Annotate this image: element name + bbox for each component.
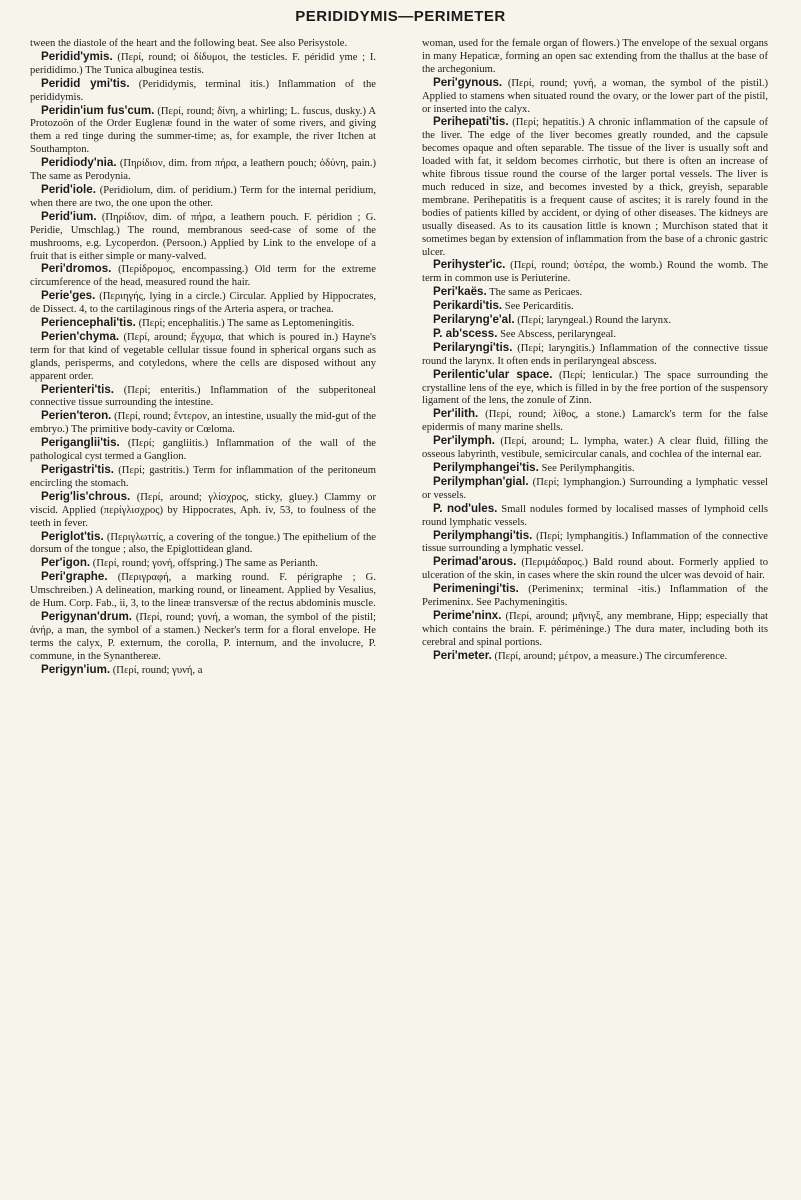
entry-headword: Perigastri'tis. bbox=[41, 463, 114, 476]
dictionary-entry bbox=[422, 77, 768, 117]
entry-headword: Per'ilymph. bbox=[433, 434, 496, 448]
dictionary-entry bbox=[422, 286, 768, 300]
dictionary-entry bbox=[30, 290, 376, 317]
entry-definition: (Περί; lymphangion.) Surrounding a lymphatic vessel or vessels. bbox=[422, 476, 768, 501]
dictionary-entry bbox=[422, 556, 768, 583]
entry-definition: Small nodules formed by localised masses of lymphoid cells round lymphatic vessels. bbox=[422, 503, 768, 528]
dictionary-entry bbox=[422, 408, 768, 435]
entry-headword: Perihyster'ic. bbox=[433, 258, 506, 272]
entry-headword: Perilaryng'e'al. bbox=[433, 313, 515, 327]
entry-headword: Peridin'ium fus'cum. bbox=[41, 103, 155, 117]
entry-definition: (Περί, around; γλίσχρος, sticky, gluey.) Clammy or viscid. Applied (περίγλισχρος) by Hippocrates, Aph. iv, 53, to foulness of the teeth in fever. bbox=[30, 491, 376, 529]
entry-definition: (Περί; laryngitis.) Inflammation of the connective tissue round the larynx. It often ends in perilaryngeal abscess. bbox=[422, 342, 768, 367]
entry-headword: Peridid ymi'tis. bbox=[41, 76, 130, 90]
dictionary-entry bbox=[30, 211, 376, 264]
entry-headword: Periencephali'tis. bbox=[41, 316, 136, 330]
entry-definition: (Περί, round; γυνή, a bbox=[112, 664, 203, 676]
dictionary-entry bbox=[30, 410, 376, 437]
dictionary-entry bbox=[422, 328, 768, 342]
dictionary-entry bbox=[30, 571, 376, 611]
entry-definition: See Abscess, perilaryngeal. bbox=[500, 328, 616, 340]
left-column bbox=[30, 38, 376, 678]
dictionary-entry bbox=[422, 503, 768, 530]
entry-definition: (Περί, round; λίθος, a stone.) Lamarck's term for the false epidermis of many marine shells. bbox=[422, 409, 768, 434]
dictionary-entry bbox=[422, 530, 768, 557]
dictionary-entry bbox=[422, 650, 768, 664]
entry-definition: (Περί, round; γυνή, a woman, the symbol of the pistil.) Applied to stamens when situated round the ovary, or the lower part of the pistil, or inserted into the calyx. bbox=[422, 77, 769, 115]
entry-headword: Peri'meter. bbox=[433, 648, 492, 662]
entry-headword: Perid'iole. bbox=[41, 182, 96, 196]
entry-headword: Perilymphangei'tis. bbox=[433, 461, 539, 474]
dictionary-entry bbox=[30, 51, 376, 78]
entry-definition: (Peridiolum, dim. of peridium.) Term for the internal peridium, when there are two, the one upon the other. bbox=[30, 184, 376, 209]
entry-definition: (Περί; laryngeal.) Round the larynx. bbox=[517, 315, 672, 327]
dictionary-entry bbox=[422, 369, 768, 409]
dictionary-entry bbox=[422, 462, 768, 476]
entry-definition: (Περί; gangliitis.) Inflammation of the wall of the pathological cyst termed a Ganglion. bbox=[30, 438, 376, 463]
entry-headword: Periglot'tis. bbox=[41, 529, 104, 543]
dictionary-entry bbox=[30, 384, 376, 411]
entry-definition: (Περί, around; μῆνιγξ, any membrane, Hipp; especially that which contains the brain. F. périméninge.) The dura mater, including both its cerebral and spinal portions. bbox=[422, 610, 768, 648]
entry-headword: Peridiody'nia. bbox=[41, 156, 117, 170]
dictionary-entry bbox=[30, 78, 376, 105]
entry-definition: (Περί, round; γονή, offspring.) The same as Perianth. bbox=[92, 558, 319, 570]
dictionary-entry bbox=[30, 557, 376, 571]
entry-definition: (Περί, round; οἱ δίδυμοι, the testicles. F. péridid yme ; I. perididimo.) The Tunica albuginea testis. bbox=[30, 51, 377, 76]
dictionary-entry bbox=[422, 342, 768, 369]
entry-definition: (Περί, round; δίνη, a whirling; L. fuscus, dusky.) A Protozoön of the Order Euglenæ found in the water of some rivers, and giving them a red tinge during the summer-time; as, for example, the river Itchen at Southampton. bbox=[30, 105, 376, 156]
dictionary-entry bbox=[422, 583, 768, 610]
entry-definition: (Περίδρομος, encompassing.) Old term for the extreme circumference of the head, measured round the hair. bbox=[30, 264, 376, 289]
dictionary-entry bbox=[422, 314, 768, 328]
entry-headword: Perie'ges. bbox=[41, 289, 96, 303]
dictionary-entry bbox=[30, 531, 376, 558]
entry-headword: Peri'graphe. bbox=[41, 570, 108, 584]
dictionary-entry bbox=[30, 105, 376, 158]
entry-headword: Peri'kaës. bbox=[433, 285, 487, 299]
right-column bbox=[422, 38, 768, 664]
entry-definition: (Περί; hepatitis.) A chronic inflammation of the capsule of the liver. The edge of the liver becomes greatly rounded, and the capsule becomes opaque and often separable. The tissue of the liver is usually soft and loaded with fat, it seldom becomes cirrhotic, but there is often an increase of white fibrous tissue round the course of the larger portal vessels. The liver is much reduced in size, and becomes invested by a thick, greyish, separable membrane. Perihepatitis is a frequent cause of ascites; it is rarely found in the bodies of patients killed by accident, or dying of other diseases. The kidneys are usually diseased. As to its causation little is known ; Murchison stated that it sometimes began by extension of inflammation from the base of a chronic gastric ulcer. bbox=[422, 117, 768, 258]
page-header: PERIDIDYMIS—PERIMETER bbox=[295, 8, 506, 25]
dictionary-entry bbox=[422, 259, 768, 286]
dictionary-entry bbox=[422, 476, 768, 503]
entry-headword: Perimeningi'tis. bbox=[433, 582, 519, 596]
entry-definition: (Πηρίδιον, dim. from πήρα, a leathern pouch; ὀδύνη, pain.) The same as Perodynia. bbox=[30, 158, 376, 183]
entry-headword: Peri'dromos. bbox=[41, 262, 112, 276]
entry-headword: Per'ilith. bbox=[433, 407, 479, 421]
entry-headword: Perihepati'tis. bbox=[433, 115, 509, 129]
dictionary-entry bbox=[422, 300, 768, 314]
entry-headword: Perid'ium. bbox=[41, 209, 97, 223]
entry-definition: (Περί, around; μέτρον, a measure.) The circumference. bbox=[494, 650, 728, 662]
dictionary-entry bbox=[422, 435, 768, 462]
entry-definition: (Περί, around; ἔγχυμα, that which is poured in.) Hayne's term for that kind of vegetable cellular tissue found in spherical organs such as glands, perisperms, and cotyledons, where the cells are disposed without any apparent order. bbox=[30, 331, 376, 382]
entry-headword: Perikardi'tis. bbox=[433, 299, 503, 313]
entry-headword: P. ab'scess. bbox=[433, 326, 498, 340]
entry-definition: The same as Pericaes. bbox=[489, 287, 583, 299]
entry-headword: Perilaryngi'tis. bbox=[433, 340, 513, 354]
entry-definition: (Περί, around; L. lympha, water.) A clear fluid, filling the osseous labyrinth, vestibule, semicircular canals, and cochlea of the internal ear. bbox=[422, 436, 768, 461]
entry-definition: See Perilymphangitis. bbox=[541, 463, 635, 474]
entry-definition: (Περιηγής, lying in a circle.) Circular. Applied by Hippocrates, de Dissect. 4, to the cartilaginous rings of the Arteria aspera, or trachea. bbox=[30, 291, 376, 316]
dictionary-entry bbox=[422, 610, 768, 650]
entry-headword: Perien'teron. bbox=[41, 409, 112, 423]
entry-headword: P. nod'ules. bbox=[433, 501, 498, 515]
entry-headword: Peridid'ymis. bbox=[41, 49, 113, 63]
entry-headword: Perien'chyma. bbox=[41, 329, 120, 343]
entry-definition: (Περιμάδαρος.) Bald round about. Formerly applied to ulceration of the skin, in cases where the skin round the ulcer was devoid of hair. bbox=[422, 557, 768, 582]
dictionary-entry bbox=[422, 38, 768, 77]
entry-definition: (Περί, round; γυνή, a woman, the symbol of the pistil; ἀνήρ, a man, the symbol of a stamen.) Necker's term for a floral envelope. He terms the calyx, P. externum, the corolla, P. internum, and the involucre, P. commune, in the Synanthereæ. bbox=[30, 611, 376, 662]
entry-definition: (Περί; gastritis.) Term for inflammation of the peritoneum encircling the stomach. bbox=[30, 465, 376, 489]
entry-definition: (Περί; lymphangitis.) Inflammation of the connective tissue surrounding a lymphatic vessel. bbox=[422, 530, 768, 555]
entry-definition: (Perididymis, terminal itis.) Inflammation of the perididymis. bbox=[30, 78, 376, 103]
dictionary-entry bbox=[30, 464, 376, 491]
dictionary-entry bbox=[30, 317, 376, 331]
entry-headword: Perilymphan'gial. bbox=[433, 474, 529, 488]
entry-definition: tween the diastole of the heart and the following beat. See also Perisystole. bbox=[30, 38, 348, 49]
entry-definition: (Πηρίδιον, dim. of πήρα, a leathern pouch. F. péridion ; G. Peridie, Umschlag.) The round, membranous seed-case of some of the mushrooms, e.g. Lycoperdon. (Persoon.) Applied by Link to the envelope of a fruit that is either simple or many-valved. bbox=[30, 211, 376, 262]
entry-definition: (Περί; encephalitis.) The same as Leptomeningitis. bbox=[138, 318, 355, 330]
entry-headword: Perienteri'tis. bbox=[41, 382, 114, 396]
entry-definition: (Περί; enteritis.) Inflammation of the subperitoneal connective tissue surrounding the intestine. bbox=[30, 384, 376, 409]
dictionary-entry bbox=[30, 263, 376, 290]
dictionary-entry bbox=[30, 331, 376, 384]
entry-headword: Perimad'arous. bbox=[433, 555, 517, 569]
entry-definition: (Perimeninx; terminal -itis.) Inflammation of the Perimeninx. See Pachymeningitis. bbox=[422, 584, 768, 609]
entry-definition: (Περί, round; ἔντερον, an intestine, usually the mid-gut of the embryo.) The primitive body-cavity or Cœloma. bbox=[30, 411, 376, 436]
dictionary-entry bbox=[30, 184, 376, 211]
entry-headword: Perig'lis'chrous. bbox=[41, 489, 131, 503]
entry-definition: (Περιγραφή, a marking round. F. périgraphe ; G. Umschreiben.) A delineation, marking round, or lineament. Applied by Vesalius, de Hum. Corp. Fab., ii, 3, to the lineæ transversæ of the rectus abdominis muscle. bbox=[30, 572, 376, 610]
entry-definition: woman, used for the female organ of flowers.) The envelope of the sexual organs in many Hepaticæ, forming an open sac extending from the thallus at the base of the archegonium. bbox=[422, 38, 768, 75]
entry-headword: Periganglii'tis. bbox=[41, 436, 120, 450]
entry-headword: Perime'ninx. bbox=[433, 608, 502, 622]
entry-headword: Per'igon. bbox=[41, 556, 91, 570]
entry-definition: (Περί, round; ὑστέρα, the womb.) Round the womb. The term in common use is Periuterine. bbox=[422, 260, 768, 285]
entry-definition: See Pericarditis. bbox=[504, 301, 574, 313]
dictionary-entry bbox=[30, 491, 376, 531]
dictionary-entry bbox=[30, 157, 376, 184]
entry-definition: (Περιγλωττίς, a covering of the tongue.) The epithelium of the dorsum of the tongue ; also, the Epiglottidean gland. bbox=[30, 531, 376, 556]
entry-headword: Perilentic'ular space. bbox=[433, 367, 553, 381]
dictionary-entry bbox=[30, 664, 376, 678]
dictionary-entry bbox=[30, 437, 376, 464]
entry-headword: Perigyn'ium. bbox=[41, 662, 111, 676]
entry-headword: Perigynan'drum. bbox=[41, 609, 133, 623]
entry-definition: (Περί; lenticular.) The space surrounding the crystalline lens of the eye, which is filled in by the free portion of the suspensory ligament of the lens, the zonule of Zinn. bbox=[422, 369, 768, 407]
entry-headword: Peri'gynous. bbox=[433, 75, 503, 89]
entry-headword: Perilymphangi'tis. bbox=[433, 528, 533, 542]
dictionary-entry bbox=[422, 116, 768, 259]
dictionary-entry bbox=[30, 611, 376, 664]
